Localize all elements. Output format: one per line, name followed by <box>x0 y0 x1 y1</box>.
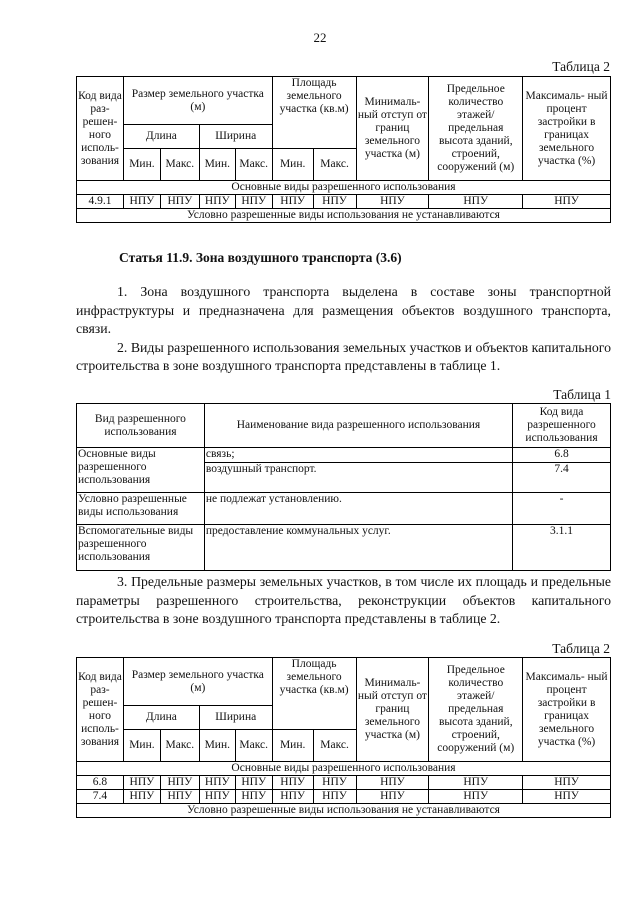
header-percent: Максималь- ный процент застройки в границах земельного участка (%) <box>523 77 611 181</box>
header-min: Мин. <box>272 149 313 181</box>
paragraph-3: 3. Предельные размеры земельных участков, в том числе их площадь и предельные параметры разрешенного строительства, реконструкции объектов капитального строительства в зоне воздушного транспорта представлены в таблице 2. <box>76 574 611 626</box>
cell: НПУ <box>523 776 611 790</box>
conditional-uses-row: Условно разрешенные виды использования не устанавливаются <box>77 209 611 223</box>
row-code: 6.8 <box>77 776 124 790</box>
main-uses-row: Основные виды разрешенного использования <box>77 762 611 776</box>
uses-table <box>76 403 611 571</box>
header-min: Мин. <box>272 730 313 762</box>
use-code: - <box>513 493 611 525</box>
row-code: 7.4 <box>77 790 124 804</box>
header-max: Макс. <box>313 149 356 181</box>
cell: НПУ <box>356 195 429 209</box>
header-floors: Предельное количество этажей/ предельная высота зданий, строений, сооружений (м) <box>429 77 523 181</box>
cell: НПУ <box>160 776 199 790</box>
conditional-uses-row: Условно разрешенные виды использования не устанавливаются <box>77 804 611 818</box>
header-percent: Максималь- ный процент застройки в границах земельного участка (%) <box>523 658 611 762</box>
cell: НПУ <box>313 776 356 790</box>
cell: НПУ <box>429 776 523 790</box>
cell: НПУ <box>429 195 523 209</box>
limits-table-top <box>76 76 611 223</box>
header-length: Длина <box>123 125 199 149</box>
header-size: Размер земельного участка (м) <box>123 77 272 125</box>
cell: НПУ <box>523 195 611 209</box>
paragraphs-1-2 <box>76 283 611 376</box>
cell: НПУ <box>523 790 611 804</box>
header-floors: Предельное количество этажей/ предельная высота зданий, строений, сооружений (м) <box>429 658 523 762</box>
main-uses-row: Основные виды разрешенного использования <box>77 181 611 195</box>
cell: НПУ <box>272 790 313 804</box>
cell: НПУ <box>160 790 199 804</box>
header-length: Длина <box>123 706 199 730</box>
header-max: Макс. <box>235 149 272 181</box>
header-min: Мин. <box>123 149 160 181</box>
header-max: Макс. <box>235 730 272 762</box>
row-code: 4.9.1 <box>77 195 124 209</box>
cell: НПУ <box>235 790 272 804</box>
header-min: Мин. <box>199 149 235 181</box>
article-heading: Статья 11.9. Зона воздушного транспорта (3.6) <box>119 250 402 265</box>
use-name: предоставление коммунальных услуг. <box>204 525 512 571</box>
paragraph-2: 2. Виды разрешенного использования земельных участков и объектов капитального строительства в зоне воздушного транспорта представлены в таблице 1. <box>76 339 611 373</box>
use-code: 7.4 <box>513 463 611 493</box>
cell: НПУ <box>429 790 523 804</box>
cell: НПУ <box>123 790 160 804</box>
use-name: не подлежат установлению. <box>204 493 512 525</box>
conditional-uses-label: Условно разрешенные виды использования <box>77 493 205 525</box>
table2-caption-bottom: Таблица 2 <box>552 641 610 656</box>
header-indent: Минималь- ный отступ от границ земельного участка (м) <box>356 658 429 762</box>
cell: НПУ <box>199 195 235 209</box>
paragraph-3-wrap <box>76 573 611 629</box>
use-name: воздушный транспорт. <box>204 463 512 493</box>
header-code: Код вида раз- решен- ного исполь- зования <box>77 658 124 762</box>
header-max: Макс. <box>313 730 356 762</box>
cell: НПУ <box>160 195 199 209</box>
header-width: Ширина <box>199 125 272 149</box>
cell: НПУ <box>272 195 313 209</box>
cell: НПУ <box>313 195 356 209</box>
header-indent: Минималь- ный отступ от границ земельного участка (м) <box>356 77 429 181</box>
cell: НПУ <box>313 790 356 804</box>
use-name: связь; <box>204 448 512 463</box>
cell: НПУ <box>199 776 235 790</box>
cell: НПУ <box>356 790 429 804</box>
header-width: Ширина <box>199 706 272 730</box>
cell: НПУ <box>123 776 160 790</box>
header-type: Вид разрешенного использования <box>77 404 205 448</box>
cell: НПУ <box>123 195 160 209</box>
use-code: 3.1.1 <box>513 525 611 571</box>
header-max: Макс. <box>160 730 199 762</box>
header-min: Мин. <box>199 730 235 762</box>
header-code: Код вида раз- решен- ного исполь- зования <box>77 77 124 181</box>
header-min: Мин. <box>123 730 160 762</box>
cell: НПУ <box>272 776 313 790</box>
header-area: Площадь земельного участка (кв.м) <box>272 658 356 730</box>
table-row <box>77 776 611 790</box>
header-area: Площадь земельного участка (кв.м) <box>272 77 356 149</box>
limits-table-bottom <box>76 657 611 818</box>
table2-caption-top: Таблица 2 <box>552 59 610 74</box>
use-code: 6.8 <box>513 448 611 463</box>
page-number: 22 <box>313 30 327 45</box>
header-code: Код вида разрешенного использования <box>513 404 611 448</box>
header-name: Наименование вида разрешенного использования <box>204 404 512 448</box>
paragraph-1: 1. Зона воздушного транспорта выделена в составе зоны транспортной инфраструктуры и предназначена для размещения объектов воздушного транспорта, связи. <box>76 284 611 336</box>
table1-caption: Таблица 1 <box>553 387 611 402</box>
cell: НПУ <box>235 776 272 790</box>
header-max: Макс. <box>160 149 199 181</box>
cell: НПУ <box>199 790 235 804</box>
auxiliary-uses-label: Вспомогательные виды разрешенного использования <box>77 525 205 571</box>
table-row <box>77 195 611 209</box>
main-uses-label: Основные виды разрешенного использования <box>77 448 205 493</box>
cell: НПУ <box>356 776 429 790</box>
table-row <box>77 790 611 804</box>
cell: НПУ <box>235 195 272 209</box>
header-size: Размер земельного участка (м) <box>123 658 272 706</box>
